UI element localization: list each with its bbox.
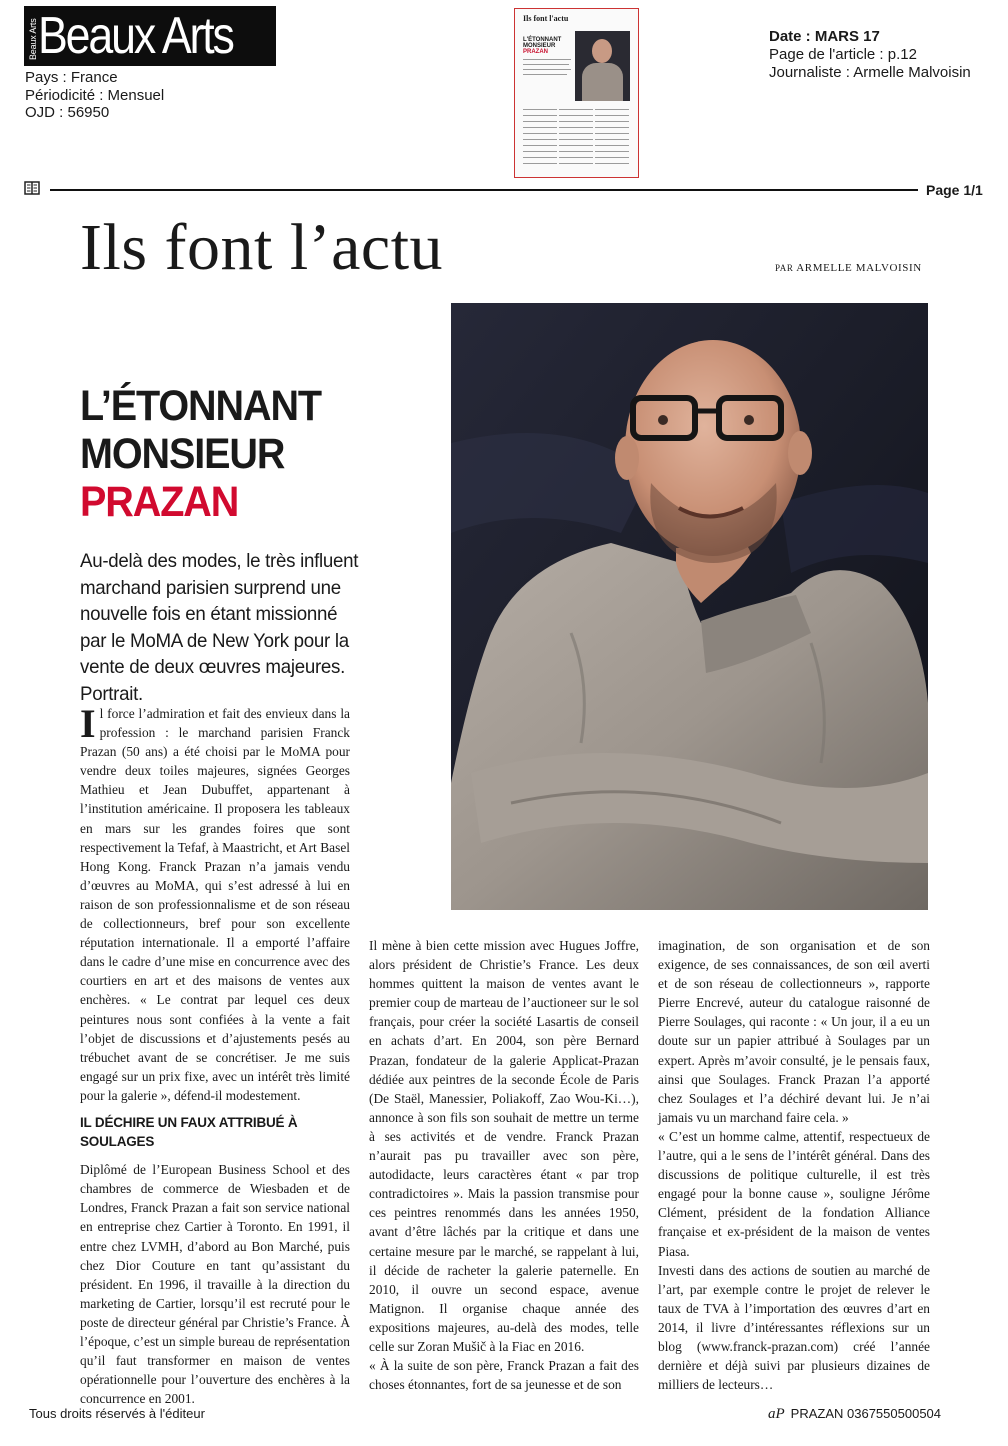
date-label: Date : MARS 17 (769, 28, 880, 45)
page-indicator: Page 1/1 (926, 182, 983, 198)
article-column-1 (80, 701, 350, 1408)
article-paragraph: Il mène à bien cette mission avec Hugues Joffre, alors président de Christie’s France. Les deux hommes quittent la maison de ventes avant le premier coup de marteau de l’auctioneer sur le sol français, pour créer la société Lasartis de conseil en achats d’art. En 2004, son père Bernard Prazan, fondateur de la galerie Applicat-Prazan dédiée aux peintres de la seconde École de Paris (De Staël, Manessier, Poliakoff, Zao Wou-Ki…), annonce à son fils son souhait de mettre un terme à ses activités et de vendre. Franck Prazan n’aurait pas pu travailler avec son père, autodidacte, leurs caractères étant « par trop contradictoires ». Mais la passion transmise pour ces peintres renommés dans les années 1950, avant d’être lâchés par la critique et dans une certaine mesure par le marché, se rappelant à lui, il décide de racheter la galerie paternelle. En 2010, il ouvre un second espace, avenue Matignon. Il organise chaque année des expositions majeures, au-delà des modes, telle celle sur Zoran Mušič à la Fiac en 2016. (369, 938, 639, 1354)
portrait-photo (451, 303, 928, 910)
drop-cap: I (80, 701, 96, 746)
article-standfirst: Au-delà des modes, le très influent marchand parisien surprend une nouvelle fois en étant missionné par le MoMA de New York pour la vente de deux œuvres majeures. Portrait. (80, 550, 359, 705)
article-paragraph: Investi dans des actions de soutien au marché de l’art, par exemple contre le projet de relever le taux de TVA à l’importation des œuvres d’art en 2014, il livre d’intéressantes réflexions sur un blog (www.franck-prazan.com) créé l’année dernière et déjà suivi par plusieurs dizaines de milliers de lecteurs… (658, 1262, 930, 1393)
rights-notice: Tous droits réservés à l'éditeur (29, 1406, 205, 1421)
article-paragraph: « C’est un homme calme, attentif, respectueux de l’autre, qui a le sens de l’intérêt général. Dans des discussions de politique culturelle, il est très engagé pour la bonne cause », souligne Jérôme Clément, président de la fondation Alliance française et ex-président de la maison de ventes Piasa. (658, 1128, 930, 1259)
article-paragraph: Il force l’admiration et fait des envieux dans la profession : le marchand parisien Franck Prazan (50 ans) a été choisi par le MoMA pour vendre deux toiles majeures, signées Georges Mathieu et Jean Dubuffet, appartenant à l’institution américaine. Il proposera les tableaux en mars sur les grandes foires que sont respectivement la Tefaf, à Maastricht, et Art Basel Hong Kong. Franck Prazan n’a jamais vendu d’œuvres au MoMA, qui s’est adressé à lui en raison de son professionnalisme et de son réseau de collectionneurs, bref pour son excellente réputation internationale. Il a emporté l’affaire dans le cadre d’une mise en concurrence avec des courtiers en art et des maisons de ventes aux enchères. « Le contrat par lequel ces deux peintures nous sont confiées à la vente a fait l’objet de discussions et d’ajustements pesés au trébuchet avant de se concrétiser. Je me suis engagé sur un prix fixe, avec un intérêt très limité pour la galerie », défend-il modestement. (80, 701, 350, 1103)
article-paragraph: « À la suite de son père, Franck Prazan a fait des choses étonnantes, fort de sa jeunesse et de son (369, 1358, 639, 1393)
ojd-label: OJD : 56950 (25, 104, 110, 121)
page-ref-label: Page de l'article : p.12 (769, 46, 917, 63)
section-title: Ils font l’actu (80, 211, 444, 284)
publication-info (25, 69, 164, 122)
article-info (769, 28, 971, 82)
thumbnail-photo (575, 31, 630, 101)
footer-reference (768, 1406, 941, 1423)
beauxarts-logo (24, 6, 276, 66)
book-icon (24, 180, 40, 196)
periodicity-label: Périodicité : Mensuel (25, 86, 165, 104)
article-subhead: IL DÉCHIRE UN FAUX ATTRIBUÉ À SOULAGES (80, 1114, 298, 1150)
header-divider (50, 189, 918, 191)
article-paragraph: Diplômé de l’European Business School et des chambres de commerce de Wiesbaden et de Londres, Franck Prazan a fait son service national en entreprise chez Cartier à Toronto. En 1991, il entre chez LVMH, d’abord au Bon Marché, puis chez Dior Couture en tant qu’assistant du président. En 1996, il travaille à la direction du marketing de Cartier, lorsqu’il est recruté pour le poste de directeur général par Christie’s France. À l’époque, c’est un simple bureau de représentation qu’il faut transformer en maison de ventes opérationnelle pour l’ouverture des enchères à la concurrence en 2001. (80, 1162, 350, 1407)
country-label: Pays : France (25, 69, 118, 86)
article-paragraph: imagination, de son organisation et de son exigence, de ses connaissances, de son œil averti et de son réseau de collectionneurs », rapporte Pierre Encrevé, auteur du catalogue raisonné de Pierre Soulages, qui raconte : « Un jour, il a eu un doute sur un papier attribué à Soulages par un expert. Après m’avoir consulté, je le pensais faux, ainsi que Soulages. Franck Prazan l’a apporté chez Soulages et l’a déchiré devant lui. Je n’ai jamais vu un marchand faire cela. » (658, 938, 930, 1125)
page-thumbnail[interactable] (514, 8, 639, 178)
publisher-mark-icon: aP (768, 1406, 785, 1422)
thumbnail-title: Ils font l'actu (523, 14, 569, 23)
journalist-label: Journaliste : Armelle Malvoisin (769, 64, 971, 81)
logo-text: Beaux Arts (38, 7, 233, 65)
article-column-3 (658, 936, 930, 1394)
byline: PAR ARMELLE MALVOISIN (775, 262, 922, 274)
logo-vertical-text: Beaux Arts (28, 18, 38, 60)
thumbnail-headline: L'ÉTONNANT MONSIEUR PRAZAN (523, 37, 562, 55)
article-headline: L’ÉTONNANT MONSIEUR PRAZAN (80, 382, 321, 526)
reference-code: PRAZAN 0367550500504 (790, 1406, 942, 1421)
article-column-2 (369, 936, 639, 1394)
